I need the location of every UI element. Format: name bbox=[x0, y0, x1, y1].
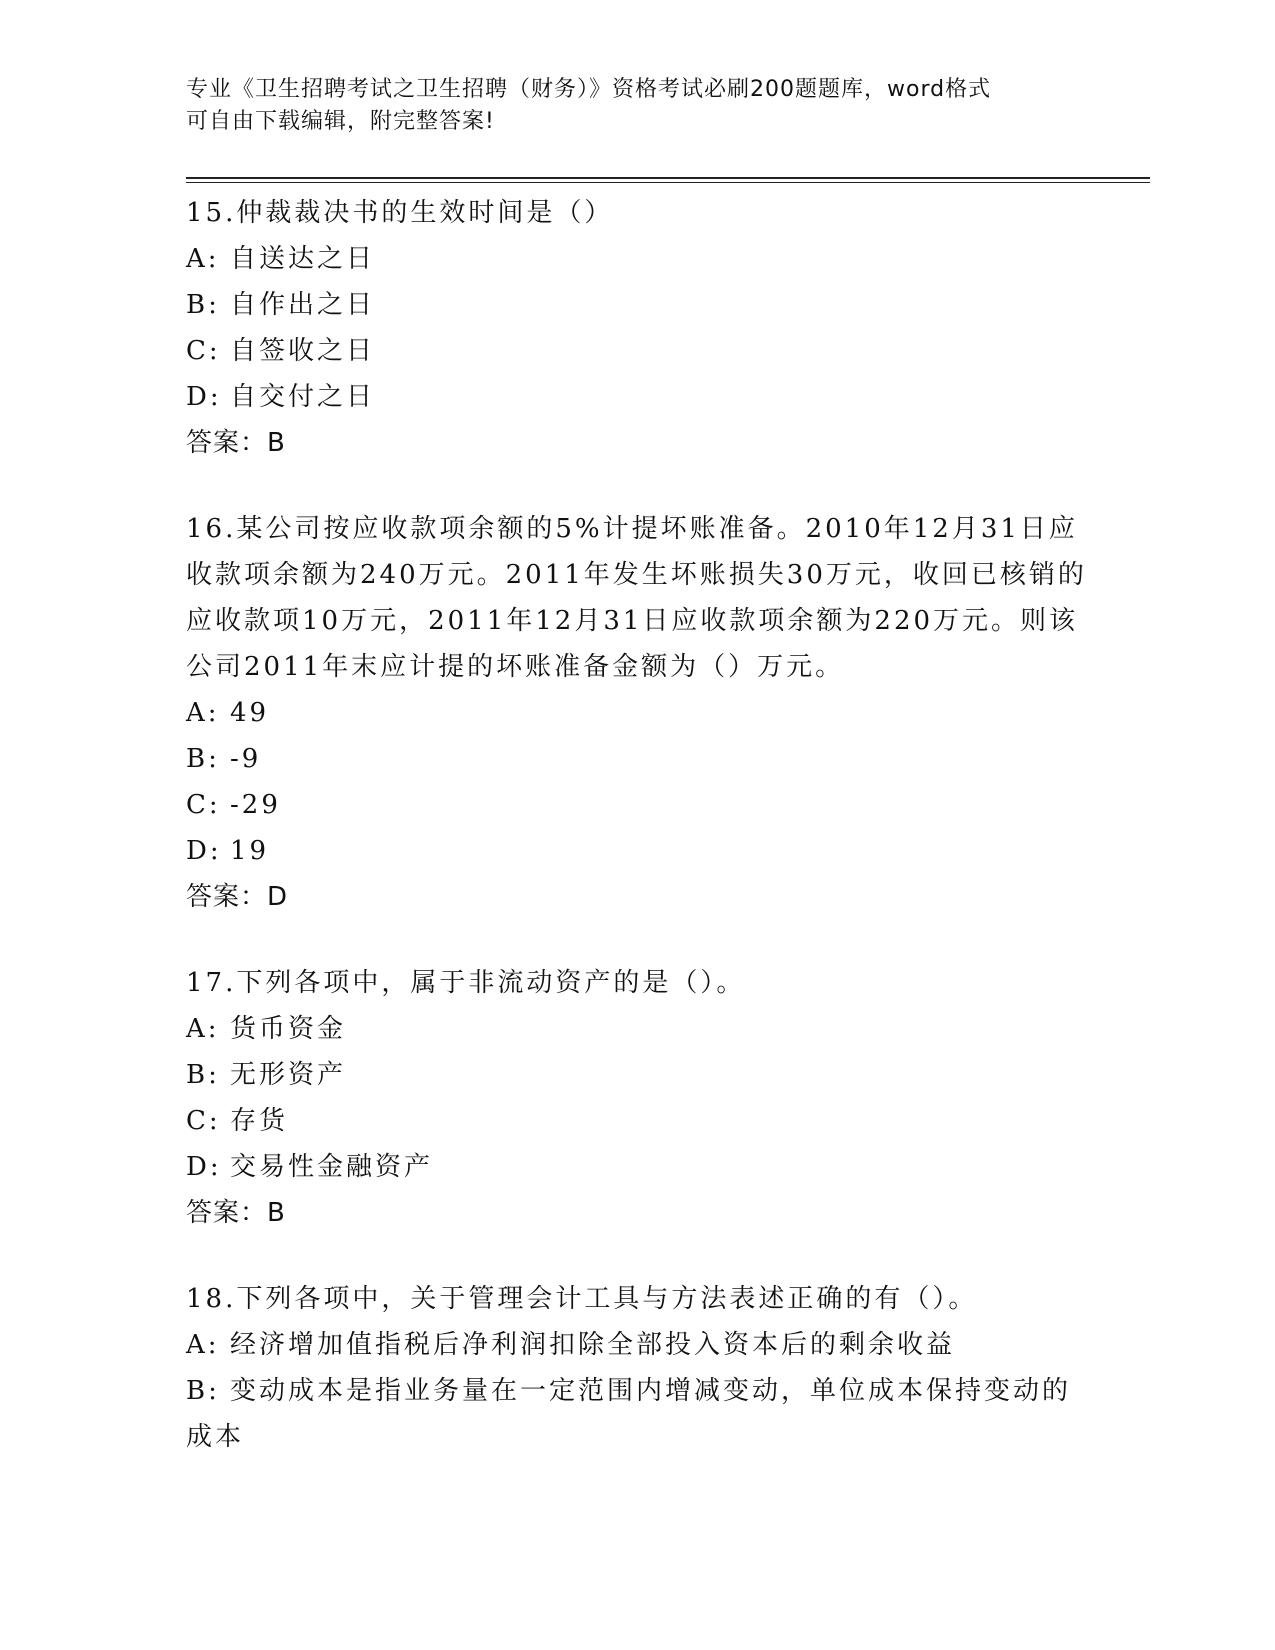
option-letter: C: bbox=[186, 790, 221, 820]
option-letter: D: bbox=[186, 836, 222, 866]
option-letter: A: bbox=[186, 1014, 220, 1044]
option-a bbox=[186, 1322, 1086, 1368]
question-18 bbox=[186, 1276, 1086, 1460]
option-c bbox=[186, 328, 1086, 374]
option-text: 自送达之日 bbox=[230, 244, 376, 274]
question-17 bbox=[186, 960, 1086, 1236]
question-stem: 18.下列各项中，关于管理会计工具与方法表述正确的有（）。 bbox=[186, 1284, 978, 1314]
option-text: -29 bbox=[230, 790, 281, 820]
option-b bbox=[186, 282, 1086, 328]
option-letter: A: bbox=[186, 698, 220, 728]
option-letter: B: bbox=[186, 744, 220, 774]
question-15 bbox=[186, 190, 1086, 466]
header-divider-thick bbox=[186, 177, 1150, 179]
option-letter: D: bbox=[186, 382, 222, 412]
option-text: 19 bbox=[230, 836, 270, 866]
question-stem-line-3: 应收款项10万元，2011年12月31日应收款项余额为220万元。则该 bbox=[186, 606, 1079, 636]
option-c bbox=[186, 1098, 1086, 1144]
option-text: 交易性金融资产 bbox=[230, 1152, 434, 1182]
option-text: 49 bbox=[230, 698, 270, 728]
option-a bbox=[186, 690, 1086, 736]
question-stem-line-2: 收款项余额为240万元。2011年发生坏账损失30万元，收回已核销的 bbox=[186, 560, 1087, 590]
option-b bbox=[186, 1052, 1086, 1098]
option-a bbox=[186, 1006, 1086, 1052]
header-line-2: 可自由下载编辑，附完整答案! bbox=[186, 109, 495, 134]
question-stem: 15.仲裁裁决书的生效时间是（） bbox=[186, 198, 614, 228]
option-letter: A: bbox=[186, 244, 220, 274]
option-d bbox=[186, 828, 1086, 874]
question-16 bbox=[186, 506, 1086, 920]
option-letter: C: bbox=[186, 336, 221, 366]
option-letter: D: bbox=[186, 1152, 222, 1182]
option-text: 变动成本是指业务量在一定范围内增减变动，单位成本保持变动的 bbox=[230, 1376, 1072, 1406]
option-c bbox=[186, 782, 1086, 828]
option-b-continuation: 成本 bbox=[186, 1422, 245, 1452]
header-line-1: 专业《卫生招聘考试之卫生招聘（财务）》资格考试必刷200题题库，word格式 bbox=[186, 77, 992, 102]
option-text: 经济增加值指税后净利润扣除全部投入资本后的剩余收益 bbox=[230, 1330, 956, 1360]
header-divider-thin bbox=[186, 182, 1150, 183]
option-letter: A: bbox=[186, 1330, 220, 1360]
question-stem-line-4: 公司2011年末应计提的坏账准备金额为（）万元。 bbox=[186, 652, 845, 682]
option-text: 存货 bbox=[230, 1106, 289, 1136]
option-d bbox=[186, 1144, 1086, 1190]
option-text: 货币资金 bbox=[230, 1014, 347, 1044]
answer-line: 答案：B bbox=[186, 428, 286, 458]
option-text: -9 bbox=[230, 744, 262, 774]
option-text: 无形资产 bbox=[230, 1060, 347, 1090]
option-text: 自签收之日 bbox=[230, 336, 376, 366]
answer-line: 答案：D bbox=[186, 882, 289, 912]
option-b bbox=[186, 736, 1086, 782]
option-letter: C: bbox=[186, 1106, 221, 1136]
option-d bbox=[186, 374, 1086, 420]
option-text: 自交付之日 bbox=[230, 382, 376, 412]
question-stem: 17.下列各项中，属于非流动资产的是（）。 bbox=[186, 968, 746, 998]
question-list bbox=[186, 190, 1086, 1500]
option-b bbox=[186, 1368, 1086, 1414]
option-letter: B: bbox=[186, 1376, 220, 1406]
question-stem-line-1: 16.某公司按应收款项余额的5%计提坏账准备。2010年12月31日应 bbox=[186, 514, 1078, 544]
answer-line: 答案：B bbox=[186, 1198, 286, 1228]
option-a bbox=[186, 236, 1086, 282]
document-header bbox=[186, 74, 1086, 138]
option-letter: B: bbox=[186, 1060, 220, 1090]
option-text: 自作出之日 bbox=[230, 290, 376, 320]
option-letter: B: bbox=[186, 290, 220, 320]
